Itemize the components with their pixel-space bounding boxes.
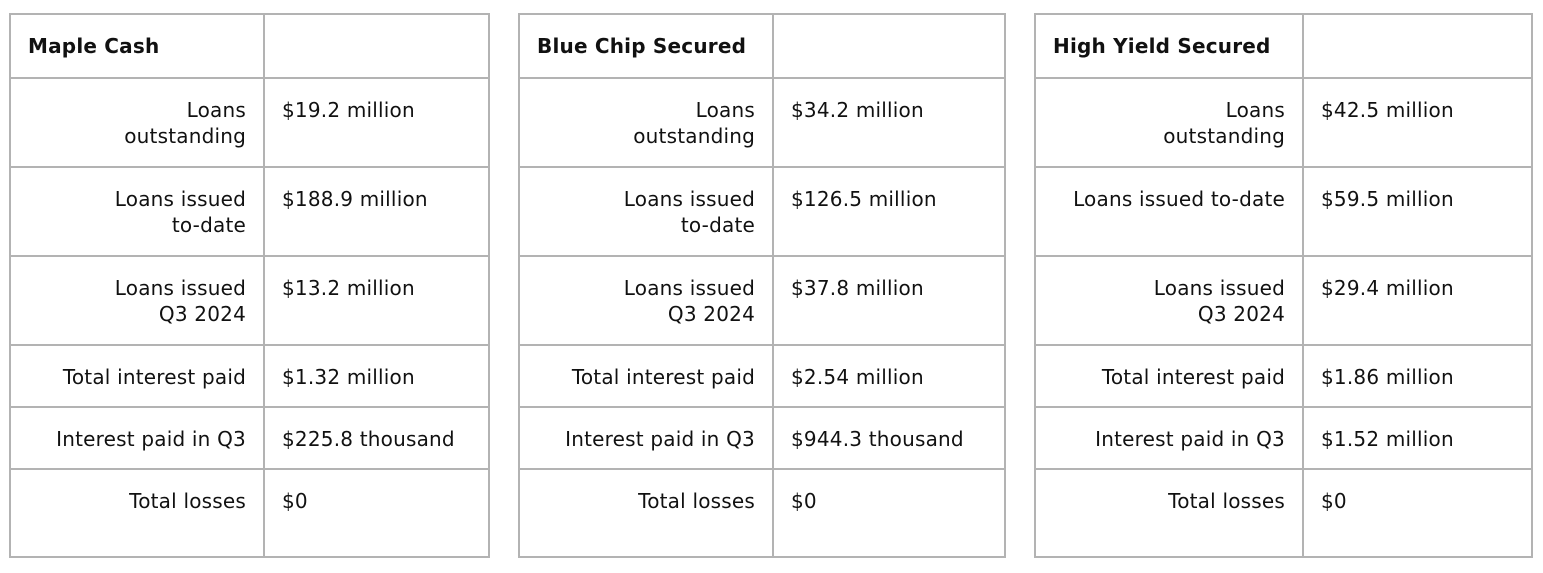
table-row [10,256,489,345]
table-row [1035,78,1532,167]
table-row [1035,167,1532,256]
row-value: $1.52 million [1303,407,1532,469]
maple-cash-table [9,13,490,558]
table-row [519,469,1005,557]
row-value: $944.3 thousand [773,407,1005,469]
row-label: Loans outstanding [10,78,264,167]
row-label: Loans issued to-date [1035,167,1303,256]
table-row [1035,345,1532,407]
row-label: Total interest paid [1035,345,1303,407]
row-label: Total interest paid [519,345,773,407]
table-row [10,469,489,557]
row-value: $34.2 million [773,78,1005,167]
row-value: $1.32 million [264,345,489,407]
table-header-row [1035,14,1532,78]
row-label: Loans issued Q3 2024 [1035,256,1303,345]
row-value: $59.5 million [1303,167,1532,256]
row-value: $188.9 million [264,167,489,256]
row-value: $126.5 million [773,167,1005,256]
header-empty-cell [264,14,489,78]
table-row [10,167,489,256]
table-row [519,256,1005,345]
table-row [519,345,1005,407]
row-value: $0 [264,469,489,557]
blue-chip-secured-table [518,13,1006,558]
row-label: Total losses [519,469,773,557]
row-value: $29.4 million [1303,256,1532,345]
row-value: $0 [1303,469,1532,557]
row-value: $0 [773,469,1005,557]
row-label: Interest paid in Q3 [519,407,773,469]
row-label: Loans issued Q3 2024 [519,256,773,345]
row-value: $1.86 million [1303,345,1532,407]
table-title: Maple Cash [10,14,264,78]
row-label: Total losses [10,469,264,557]
table-row [10,407,489,469]
row-value: $42.5 million [1303,78,1532,167]
table-row [10,345,489,407]
table-row [10,78,489,167]
header-empty-cell [773,14,1005,78]
table-row [519,78,1005,167]
table-row [519,407,1005,469]
row-label: Loans outstanding [519,78,773,167]
table-title: Blue Chip Secured [519,14,773,78]
row-label: Total losses [1035,469,1303,557]
row-value: $225.8 thousand [264,407,489,469]
table-row [1035,469,1532,557]
row-label: Interest paid in Q3 [1035,407,1303,469]
row-label: Interest paid in Q3 [10,407,264,469]
table-row [1035,407,1532,469]
row-value: $2.54 million [773,345,1005,407]
row-value: $19.2 million [264,78,489,167]
row-value: $37.8 million [773,256,1005,345]
table-header-row [10,14,489,78]
row-label: Loans issued Q3 2024 [10,256,264,345]
header-empty-cell [1303,14,1532,78]
high-yield-secured-table [1034,13,1533,558]
table-title: High Yield Secured [1035,14,1303,78]
table-header-row [519,14,1005,78]
row-value: $13.2 million [264,256,489,345]
row-label: Total interest paid [10,345,264,407]
table-row [519,167,1005,256]
row-label: Loans issued to-date [519,167,773,256]
row-label: Loans outstanding [1035,78,1303,167]
table-row [1035,256,1532,345]
row-label: Loans issued to-date [10,167,264,256]
